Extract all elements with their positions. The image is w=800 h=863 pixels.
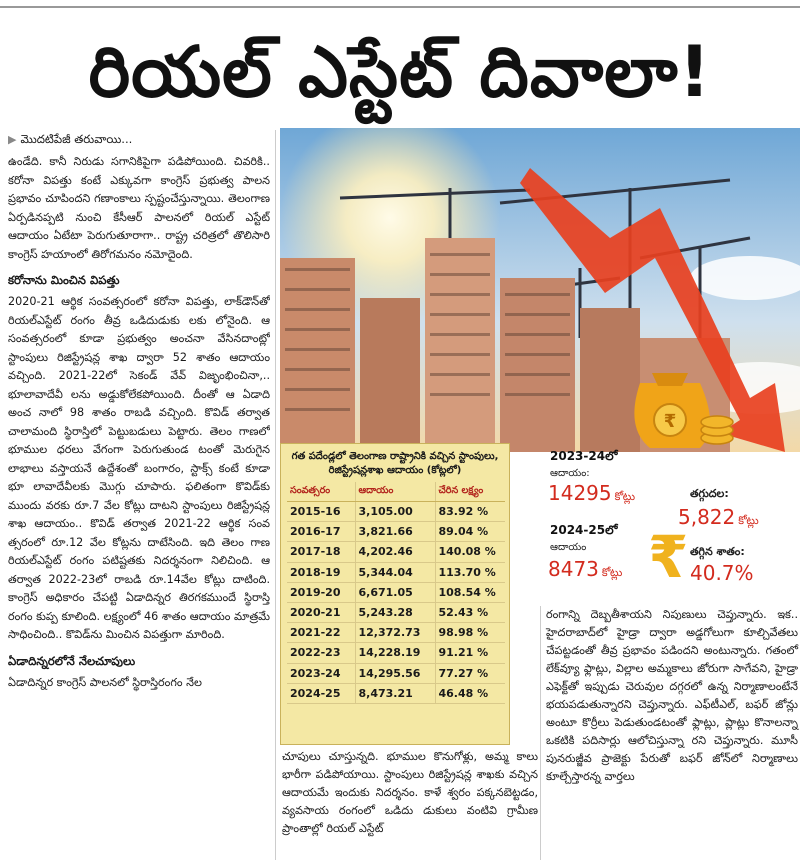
table-row: 2015-16 3,105.00 83.92 % xyxy=(287,502,505,522)
table-row: 2018-19 5,344.04 113.70 % xyxy=(287,562,505,582)
column-divider xyxy=(275,130,276,860)
revenue-table xyxy=(287,482,505,704)
paragraph-1: 2020-21 ఆర్థిక సంవత్సరంలో కరోనా విపత్తు, లాక్‌డౌన్‌తో రియల్‌ఎస్టేట్ రంగం తీవ్ర ఒడిదుడుకు లకు లోనైంది. ఆ సంవత్సరంలో కూడా ప్రభుత్వం అంచనా వేసినదాంట్లో స్టాంపులు రిజిస్ట్రేషన్ల శాఖ ద్వారా 52 శాతం ఆదాయం వచ్చింది. 2021-22లో సెకండ్ వేవ్ విజృంభించినా,.. భూలావాదేవీ లను అడ్డుకోలేకపోయింది. దీంతో ఆ ఏడాది అంచ నాలో 98 శాతం రాబడి వచ్చింది. కొవిడ్ తర్వాత చాలామంది స్థిరాస్తిలో పెట్టుబడులు పెట్టారు. తెలం గాణలో భూముల ధరలు వేగంగా పెరుగుతుండ టంతో మెరుగైన లాభాలు వస్తాయనే ఉద్దేశంతో బంగారం, స్టాక్స్ కంటే కూడా భూ లావాదేవీలకు మొగ్గు చూపారు. ఫలితంగా కొవిడ్‌కు ముందు వరకు రూ.7 వేల కోట్లు దాటని స్టాంపులు రిజిస్ట్రేషన్ల శాఖ ఆదాయం.. కొవిడ్ తర్వాత 2021-22 ఆర్థిక సంవ త్సరంలో రూ.12 వేల కోట్లను దాటేసింది. ఇది తెలం గాణ రియల్‌ఎస్టేట్ రంగం పటిష్టతకు నిదర్శనంగా నిలిచింది. ఆ తర్వాత 2022-23లో రాబడి రూ.14వేల కోట్లు దాటింది. కాంగ్రెస్ అధికారం చేపట్టి ఏడాదిన్నర తిరగకముందే స్థిరాస్తి రంగం కుప్ప కూలింది. లక్ష్యంలో 46 శాతం ఆదాయం మాత్రమే సాధించింది.. కొవిడ్‌ను మించిన విపత్తుగా మారింది. xyxy=(8,295,270,641)
rupee-icon: ₹ xyxy=(648,523,689,591)
decline-value: 5,822 కోట్లు xyxy=(678,505,759,529)
pct-value: 40.7% xyxy=(690,561,754,585)
header-target: చేరిన లక్ష్యం xyxy=(435,482,505,502)
headline: రియల్ ఎస్టేట్ దివాలా! xyxy=(88,31,712,113)
chevron-right-icon: ▶ xyxy=(8,133,17,146)
y1-sub: ఆదాయం: xyxy=(550,468,590,479)
column-divider-right xyxy=(540,606,541,860)
y1-value: 14295 కోట్లు xyxy=(548,481,636,505)
paragraph-2: ఏడాదిన్నర కాంగ్రెస్ పాలనలో స్థిరాస్తిరంగం నేల xyxy=(8,675,202,689)
table-row: 2019-20 6,671.05 108.54 % xyxy=(287,582,505,602)
table-row: 2024-25 8,473.21 46.48 % xyxy=(287,683,505,703)
table-header-row xyxy=(287,482,505,502)
revenue-table-box xyxy=(280,443,510,745)
table-caption: గత పదేండ్లలో తెలంగాణ రాష్ట్రానికి వచ్చిన స్టాంపులు, రిజిస్ట్రేషన్లశాఖ ఆదాయం (కోట్లలో) xyxy=(291,451,499,476)
left-column xyxy=(8,130,270,860)
y1-label: 2023-24లో xyxy=(550,449,618,463)
revenue-summary-box xyxy=(540,443,800,603)
y2-value: 8473 కోట్లు xyxy=(548,557,623,581)
table-row: 2020-21 5,243.28 52.43 % xyxy=(287,602,505,622)
y2-sub: ఆదాయం xyxy=(550,542,587,553)
table-row: 2016-17 3,821.66 89.04 % xyxy=(287,522,505,542)
header-year: సంవత్సరం xyxy=(287,482,355,502)
header-revenue: ఆదాయం xyxy=(355,482,435,502)
subhead-1: కరోనాను మించిన విపత్తు xyxy=(8,273,120,287)
table-row: 2022-23 14,228.19 91.21 % xyxy=(287,643,505,663)
money-bag-icon xyxy=(634,373,710,448)
coin-rupee-symbol: ₹ xyxy=(663,411,677,432)
construction-photo xyxy=(280,128,800,452)
bottom-middle-text: చూపులు చూస్తున్నది. భూముల కొనుగోళ్లు, అమ్మ కాలు భారీగా పడిపోయాయి. స్టాంపులు రిజిస్ట్రేషన్ల శాఖకు వచ్చిన ఆదాయమే ఇందుకు నిదర్శనం. కాళే శ్వరం పక్కనబెట్టడం, వ్యవసాయ రంగంలో ఒడిదు డుకులు వంటివి గ్రామీణ ప్రాంతాల్లో రియల్ ఎస్టేట్ xyxy=(282,750,538,835)
decline-label: తగ్గుదల: xyxy=(690,487,729,500)
bottom-right-text: రంగాన్ని దెబ్బతీశాయని నిపుణులు చెప్తున్నారు. ఇక.. హైదరాబాద్‌లో హైడ్రా ద్వారా అడ్డగోలుగా కూల్చివేతలు చేపట్టడంతో తీవ్ర ప్రభావం పడిందని అంటున్నారు. గతంలో లేక్‌వ్యూ ఫ్లాట్లు, విల్లాల అమ్మకాలు జోరుగా సాగేవని, హైడ్రా ఎఫెక్ట్‌తో ఇప్పుడు చెరువుల దగ్గరలో ఉన్న నిర్మాణాలంటేనే భయపడుతున్నారని చెప్తున్నారు. ఎఫ్‌టీఎల్, బఫర్ జోన్లు అంటూ కొర్రీలు పెడుతుండటంతో ఫ్లాట్లు, ప్లాట్లు కొనాలన్నా ఒకటికి పదిసార్లు ఆలోచిస్తున్నా రని చెప్తున్నారు. మూసీ పునరుజ్జీవ ప్రాజెక్టు పేరుతో బఫర్ జోన్‌లో నిర్మాణాలు కూల్చేస్తారన్న వార్తలు xyxy=(546,608,798,783)
subhead-2: ఏడాదిన్నరలోనే నేలచూపులు xyxy=(8,653,136,668)
top-rule xyxy=(0,6,800,8)
y2-label: 2024-25లో xyxy=(550,523,618,537)
table-row: 2023-24 14,295.56 77.27 % xyxy=(287,663,505,683)
table-row: 2017-18 4,202.46 140.08 % xyxy=(287,542,505,562)
pct-label: తగ్గిన శాతం: xyxy=(690,545,745,558)
table-row: 2021-22 12,372.73 98.98 % xyxy=(287,623,505,643)
intro-paragraph: ఉండేది. కానీ నిరుడు సగానికిపైగా పడిపోయింది. చివరికి.. కరోనా విపత్తు కంటే ఎక్కువగా కాంగ్రెస్ ప్రభుత్వ పాలన ప్రభావం చూపిందని గణాంకాలు స్పష్టంచేస్తున్నాయి. తెలంగాణ ఏర్పడినప్పటి నుంచి కేసీఆర్ పాలనలో రియల్ ఎస్టేట్ ఆదాయం ఏటేటా పెరుగుతూరాగా.. రాష్ట్ర చరిత్రలో తొలిసారి కాంగ్రెస్ హయాంలో తిరోగమనం నమోదైంది. xyxy=(8,155,270,261)
kicker: ▶ మొదటిపేజీ తరువాయి... xyxy=(8,132,133,146)
